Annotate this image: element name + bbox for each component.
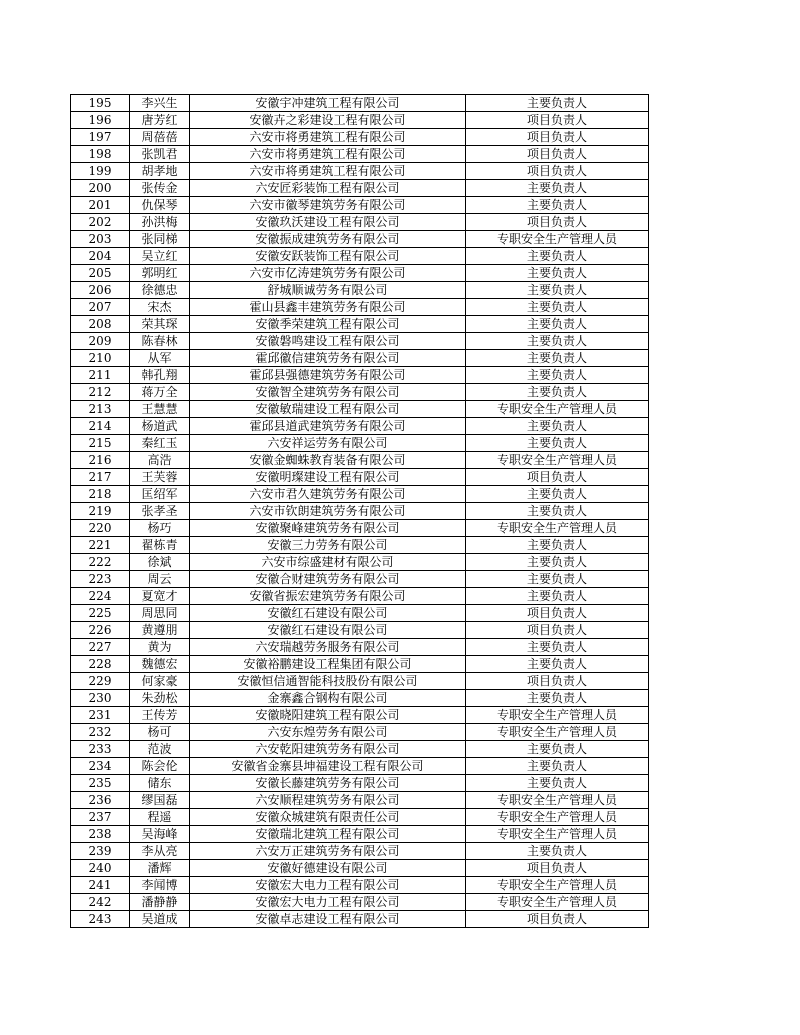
row-number-cell: 208 [71,316,130,333]
role-cell: 项目负责人 [466,605,649,622]
personnel-table [70,94,649,928]
person-name-cell: 黄为 [130,639,190,656]
role-cell: 主要负责人 [466,554,649,571]
row-number-cell: 234 [71,758,130,775]
role-cell: 项目负责人 [466,860,649,877]
row-number-cell: 238 [71,826,130,843]
table-row [71,367,649,384]
row-number-cell: 242 [71,894,130,911]
company-cell: 安徽红石建设有限公司 [190,622,466,639]
person-name-cell: 杨道武 [130,418,190,435]
table-row [71,741,649,758]
person-name-cell: 程遥 [130,809,190,826]
person-name-cell: 蒋万全 [130,384,190,401]
table-row [71,792,649,809]
row-number-cell: 219 [71,503,130,520]
person-name-cell: 胡孝地 [130,163,190,180]
row-number-cell: 226 [71,622,130,639]
company-cell: 安徽卓志建设工程有限公司 [190,911,466,928]
company-cell: 安徽敏瑞建设工程有限公司 [190,401,466,418]
company-cell: 霍邱徽信建筑劳务有限公司 [190,350,466,367]
role-cell: 主要负责人 [466,639,649,656]
table-row [71,843,649,860]
company-cell: 六安市综盛建材有限公司 [190,554,466,571]
row-number-cell: 212 [71,384,130,401]
table-row [71,418,649,435]
row-number-cell: 227 [71,639,130,656]
role-cell: 项目负责人 [466,112,649,129]
role-cell: 主要负责人 [466,843,649,860]
table-row [71,486,649,503]
company-cell: 霍邱县强德建筑劳务有限公司 [190,367,466,384]
person-name-cell: 秦红玉 [130,435,190,452]
table-row [71,435,649,452]
company-cell: 安徽宇冲建筑工程有限公司 [190,95,466,112]
table-row [71,112,649,129]
table-row [71,265,649,282]
person-name-cell: 朱劲松 [130,690,190,707]
company-cell: 六安市君久建筑劳务有限公司 [190,486,466,503]
table-row [71,248,649,265]
person-name-cell: 缪国磊 [130,792,190,809]
role-cell: 主要负责人 [466,265,649,282]
table-row [71,95,649,112]
row-number-cell: 218 [71,486,130,503]
table-row [71,656,649,673]
row-number-cell: 211 [71,367,130,384]
role-cell: 主要负责人 [466,435,649,452]
company-cell: 安徽振成建筑劳务有限公司 [190,231,466,248]
row-number-cell: 196 [71,112,130,129]
role-cell: 专职安全生产管理人员 [466,231,649,248]
table-row [71,605,649,622]
row-number-cell: 213 [71,401,130,418]
person-name-cell: 高浩 [130,452,190,469]
table-row [71,231,649,248]
table-row [71,826,649,843]
role-cell: 主要负责人 [466,197,649,214]
role-cell: 主要负责人 [466,571,649,588]
role-cell: 专职安全生产管理人员 [466,707,649,724]
person-name-cell: 张孝圣 [130,503,190,520]
company-cell: 安徽玖沃建设工程有限公司 [190,214,466,231]
row-number-cell: 214 [71,418,130,435]
table-row [71,690,649,707]
row-number-cell: 197 [71,129,130,146]
person-name-cell: 孙洪梅 [130,214,190,231]
person-name-cell: 徐斌 [130,554,190,571]
table-row [71,588,649,605]
table-row [71,639,649,656]
role-cell: 主要负责人 [466,384,649,401]
role-cell: 专职安全生产管理人员 [466,877,649,894]
person-name-cell: 周思同 [130,605,190,622]
row-number-cell: 209 [71,333,130,350]
company-cell: 安徽合财建筑劳务有限公司 [190,571,466,588]
table-row [71,384,649,401]
person-name-cell: 吴海峰 [130,826,190,843]
table-row [71,707,649,724]
row-number-cell: 229 [71,673,130,690]
company-cell: 六安顺程建筑劳务有限公司 [190,792,466,809]
company-cell: 六安乾阳建筑劳务有限公司 [190,741,466,758]
table-row [71,622,649,639]
company-cell: 六安市亿涛建筑劳务有限公司 [190,265,466,282]
company-cell: 安徽明璨建设工程有限公司 [190,469,466,486]
company-cell: 安徽晓阳建筑工程有限公司 [190,707,466,724]
company-cell: 安徽宏大电力工程有限公司 [190,877,466,894]
role-cell: 项目负责人 [466,129,649,146]
company-cell: 安徽聚峰建筑劳务有限公司 [190,520,466,537]
person-name-cell: 郭明红 [130,265,190,282]
person-name-cell: 徐德忠 [130,282,190,299]
role-cell: 专职安全生产管理人员 [466,809,649,826]
row-number-cell: 195 [71,95,130,112]
company-cell: 霍山县鑫丰建筑劳务有限公司 [190,299,466,316]
table-row [71,537,649,554]
role-cell: 主要负责人 [466,95,649,112]
table-row [71,520,649,537]
person-name-cell: 杨可 [130,724,190,741]
table-row [71,877,649,894]
table-row [71,299,649,316]
company-cell: 金寨鑫合钢构有限公司 [190,690,466,707]
role-cell: 专职安全生产管理人员 [466,452,649,469]
table-row [71,503,649,520]
person-name-cell: 李从亮 [130,843,190,860]
row-number-cell: 239 [71,843,130,860]
company-cell: 六安市钦朗建筑劳务有限公司 [190,503,466,520]
row-number-cell: 216 [71,452,130,469]
company-cell: 霍邱县道武建筑劳务有限公司 [190,418,466,435]
company-cell: 安徽省金寨县坤福建设工程有限公司 [190,758,466,775]
role-cell: 专职安全生产管理人员 [466,792,649,809]
row-number-cell: 210 [71,350,130,367]
company-cell: 安徽三力劳务有限公司 [190,537,466,554]
role-cell: 主要负责人 [466,282,649,299]
company-cell: 安徽智全建筑劳务有限公司 [190,384,466,401]
table-row [71,197,649,214]
person-name-cell: 杨巧 [130,520,190,537]
person-name-cell: 周蓓蓓 [130,129,190,146]
person-name-cell: 张凯君 [130,146,190,163]
table-row [71,163,649,180]
person-name-cell: 吴立红 [130,248,190,265]
person-name-cell: 张同梯 [130,231,190,248]
person-name-cell: 潘辉 [130,860,190,877]
person-name-cell: 魏德宏 [130,656,190,673]
person-name-cell: 唐芳红 [130,112,190,129]
row-number-cell: 231 [71,707,130,724]
row-number-cell: 220 [71,520,130,537]
table-row [71,282,649,299]
role-cell: 主要负责人 [466,248,649,265]
row-number-cell: 205 [71,265,130,282]
company-cell: 安徽金蜘蛛教育装备有限公司 [190,452,466,469]
role-cell: 项目负责人 [466,673,649,690]
table-row [71,401,649,418]
table-row [71,758,649,775]
role-cell: 主要负责人 [466,588,649,605]
role-cell: 项目负责人 [466,163,649,180]
role-cell: 主要负责人 [466,775,649,792]
role-cell: 主要负责人 [466,350,649,367]
person-name-cell: 匡绍军 [130,486,190,503]
row-number-cell: 224 [71,588,130,605]
company-cell: 安徽季荣建筑工程有限公司 [190,316,466,333]
person-name-cell: 范波 [130,741,190,758]
role-cell: 项目负责人 [466,146,649,163]
role-cell: 专职安全生产管理人员 [466,724,649,741]
company-cell: 六安市将勇建筑工程有限公司 [190,129,466,146]
role-cell: 项目负责人 [466,214,649,231]
person-name-cell: 黄遵朋 [130,622,190,639]
role-cell: 主要负责人 [466,486,649,503]
row-number-cell: 202 [71,214,130,231]
company-cell: 安徽宏大电力工程有限公司 [190,894,466,911]
person-name-cell: 储东 [130,775,190,792]
person-name-cell: 王传芳 [130,707,190,724]
person-name-cell: 周云 [130,571,190,588]
role-cell: 专职安全生产管理人员 [466,826,649,843]
role-cell: 主要负责人 [466,503,649,520]
role-cell: 主要负责人 [466,741,649,758]
company-cell: 安徽长藤建筑劳务有限公司 [190,775,466,792]
company-cell: 安徽卉之彩建设工程有限公司 [190,112,466,129]
person-name-cell: 陈春林 [130,333,190,350]
company-cell: 六安市将勇建筑工程有限公司 [190,163,466,180]
table-row [71,911,649,928]
person-name-cell: 夏宽才 [130,588,190,605]
person-name-cell: 王芙蓉 [130,469,190,486]
role-cell: 主要负责人 [466,690,649,707]
person-name-cell: 宋杰 [130,299,190,316]
table-row [71,554,649,571]
row-number-cell: 206 [71,282,130,299]
table-row [71,571,649,588]
role-cell: 主要负责人 [466,656,649,673]
person-name-cell: 李闻博 [130,877,190,894]
table-row [71,673,649,690]
row-number-cell: 215 [71,435,130,452]
person-name-cell: 翟栋青 [130,537,190,554]
table-row [71,452,649,469]
person-name-cell: 陈会伦 [130,758,190,775]
role-cell: 主要负责人 [466,180,649,197]
table-row [71,333,649,350]
row-number-cell: 241 [71,877,130,894]
row-number-cell: 201 [71,197,130,214]
role-cell: 主要负责人 [466,367,649,384]
person-name-cell: 李兴生 [130,95,190,112]
row-number-cell: 217 [71,469,130,486]
role-cell: 主要负责人 [466,299,649,316]
table-row [71,809,649,826]
company-cell: 安徽好德建设有限公司 [190,860,466,877]
row-number-cell: 204 [71,248,130,265]
role-cell: 主要负责人 [466,316,649,333]
table-row [71,316,649,333]
role-cell: 专职安全生产管理人员 [466,401,649,418]
company-cell: 六安市将勇建筑工程有限公司 [190,146,466,163]
table-row [71,775,649,792]
person-name-cell: 仇保琴 [130,197,190,214]
table-row [71,350,649,367]
company-cell: 六安万正建筑劳务有限公司 [190,843,466,860]
row-number-cell: 207 [71,299,130,316]
row-number-cell: 237 [71,809,130,826]
row-number-cell: 200 [71,180,130,197]
row-number-cell: 203 [71,231,130,248]
company-cell: 六安东煌劳务有限公司 [190,724,466,741]
row-number-cell: 225 [71,605,130,622]
company-cell: 安徽磐鸣建设工程有限公司 [190,333,466,350]
row-number-cell: 222 [71,554,130,571]
role-cell: 主要负责人 [466,418,649,435]
table-row [71,894,649,911]
row-number-cell: 223 [71,571,130,588]
row-number-cell: 233 [71,741,130,758]
person-name-cell: 潘静静 [130,894,190,911]
table-row [71,469,649,486]
role-cell: 专职安全生产管理人员 [466,520,649,537]
company-cell: 六安祥运劳务有限公司 [190,435,466,452]
person-name-cell: 何家豪 [130,673,190,690]
role-cell: 主要负责人 [466,333,649,350]
role-cell: 主要负责人 [466,537,649,554]
row-number-cell: 228 [71,656,130,673]
table-body [71,95,649,928]
company-cell: 六安市徽琴建筑劳务有限公司 [190,197,466,214]
row-number-cell: 243 [71,911,130,928]
row-number-cell: 221 [71,537,130,554]
role-cell: 主要负责人 [466,758,649,775]
person-name-cell: 张传金 [130,180,190,197]
table-row [71,214,649,231]
company-cell: 安徽瑞北建筑工程有限公司 [190,826,466,843]
company-cell: 舒城顺诚劳务有限公司 [190,282,466,299]
role-cell: 项目负责人 [466,622,649,639]
row-number-cell: 198 [71,146,130,163]
row-number-cell: 230 [71,690,130,707]
person-name-cell: 从军 [130,350,190,367]
company-cell: 安徽省振宏建筑劳务有限公司 [190,588,466,605]
row-number-cell: 232 [71,724,130,741]
person-name-cell: 王慧慧 [130,401,190,418]
company-cell: 六安匠彩装饰工程有限公司 [190,180,466,197]
person-name-cell: 荣其琛 [130,316,190,333]
table-row [71,146,649,163]
row-number-cell: 199 [71,163,130,180]
table-row [71,724,649,741]
table-row [71,860,649,877]
person-name-cell: 吴道成 [130,911,190,928]
row-number-cell: 235 [71,775,130,792]
company-cell: 安徽红石建设有限公司 [190,605,466,622]
company-cell: 六安瑞越劳务服务有限公司 [190,639,466,656]
role-cell: 项目负责人 [466,469,649,486]
company-cell: 安徽恒信通智能科技股份有限公司 [190,673,466,690]
role-cell: 项目负责人 [466,911,649,928]
row-number-cell: 236 [71,792,130,809]
company-cell: 安徽众城建筑有限责任公司 [190,809,466,826]
company-cell: 安徽裕鹏建设工程集团有限公司 [190,656,466,673]
person-name-cell: 韩孔翔 [130,367,190,384]
table-row [71,180,649,197]
company-cell: 安徽安跃装饰工程有限公司 [190,248,466,265]
role-cell: 专职安全生产管理人员 [466,894,649,911]
table-row [71,129,649,146]
row-number-cell: 240 [71,860,130,877]
